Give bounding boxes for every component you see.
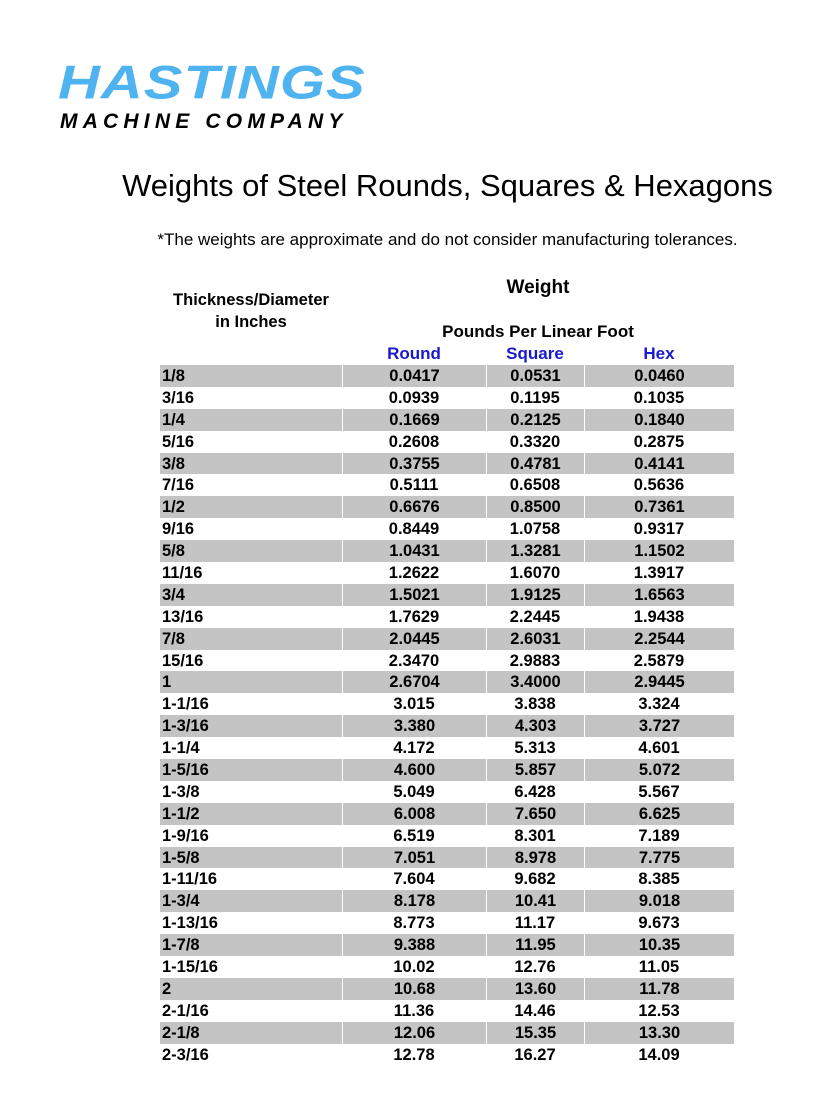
table-row	[160, 934, 734, 956]
square-weight-cell: 16.27	[514, 1045, 556, 1064]
round-weight-cell: 2.0445	[342, 628, 486, 650]
hex-weight-cell: 3.324	[638, 695, 680, 714]
round-weight-cell: 8.773	[393, 914, 435, 933]
hex-weight-cell: 0.7361	[584, 496, 734, 518]
table-row	[160, 781, 734, 803]
size-cell: 3/4	[162, 585, 185, 604]
square-weight-cell: 2.6031	[486, 628, 584, 650]
round-weight-cell: 6.008	[342, 803, 486, 825]
round-weight-cell: 8.178	[342, 890, 486, 912]
round-weight-cell: 0.6676	[342, 496, 486, 518]
weights-table	[160, 365, 734, 1066]
round-weight-cell: 10.02	[393, 958, 435, 977]
table-row	[160, 562, 734, 584]
hex-weight-cell: 6.625	[584, 803, 734, 825]
table-row	[160, 628, 734, 650]
hex-weight-cell: 5.567	[638, 782, 680, 801]
table-row	[160, 1022, 734, 1044]
round-weight-cell: 0.1669	[342, 409, 486, 431]
size-cell: 2-3/16	[162, 1045, 209, 1064]
square-weight-cell: 7.650	[486, 803, 584, 825]
square-weight-cell: 13.60	[486, 978, 584, 1000]
round-weight-cell: 1.5021	[342, 584, 486, 606]
round-weight-cell: 0.3755	[342, 453, 486, 475]
column-header-hex: Hex	[643, 344, 675, 363]
round-weight-cell: 7.604	[393, 870, 435, 889]
hex-weight-cell: 1.3917	[633, 564, 685, 583]
round-weight-cell: 0.0939	[388, 388, 440, 407]
hex-weight-cell: 9.018	[584, 890, 734, 912]
size-cell: 1/8	[162, 367, 185, 385]
hex-weight-cell: 11.05	[638, 958, 680, 977]
hex-weight-cell: 0.1035	[633, 388, 685, 407]
size-cell: 7/8	[162, 629, 185, 648]
size-cell: 1-13/16	[162, 914, 218, 933]
table-row	[160, 1000, 734, 1022]
round-weight-cell: 6.519	[393, 826, 435, 845]
table-row	[160, 759, 734, 781]
size-cell: 9/16	[162, 520, 195, 539]
square-weight-cell: 8.301	[514, 826, 556, 845]
table-row	[160, 540, 734, 562]
thickness-header	[160, 289, 342, 333]
column-header-round: Round	[387, 344, 441, 363]
round-weight-cell: 1.2622	[388, 564, 440, 583]
square-weight-cell: 10.41	[486, 890, 584, 912]
size-cell: 3/16	[162, 388, 195, 407]
page-title: Weights of Steel Rounds, Squares & Hexagons	[122, 168, 773, 203]
square-weight-cell: 2.2445	[509, 607, 561, 626]
hex-weight-cell: 9.673	[638, 914, 680, 933]
thickness-header-line2: in Inches	[215, 313, 287, 331]
table-row	[160, 409, 734, 431]
round-weight-cell: 0.2608	[388, 432, 440, 451]
hex-weight-cell: 10.35	[584, 934, 734, 956]
hex-weight-cell: 7.775	[584, 847, 734, 869]
square-weight-cell: 0.0531	[486, 365, 584, 387]
square-weight-cell: 5.857	[486, 759, 584, 781]
round-weight-cell: 0.0417	[342, 365, 486, 387]
table-row	[160, 650, 734, 672]
size-cell: 7/16	[162, 476, 195, 495]
size-cell: 1-3/4	[162, 892, 200, 911]
hex-weight-cell: 0.2875	[633, 432, 685, 451]
table-row	[160, 737, 734, 759]
size-cell: 1-5/16	[162, 761, 209, 780]
table-row	[160, 474, 734, 496]
square-weight-cell: 6.428	[514, 782, 556, 801]
table-row	[160, 671, 734, 693]
size-cell: 1-11/16	[162, 870, 218, 889]
square-weight-cell: 0.8500	[486, 496, 584, 518]
size-cell: 1	[162, 673, 172, 692]
square-weight-cell: 1.0758	[509, 520, 561, 539]
hex-weight-cell: 0.4141	[584, 453, 734, 475]
hex-weight-cell: 7.189	[638, 826, 680, 845]
size-cell: 1-9/16	[162, 826, 209, 845]
square-weight-cell: 15.35	[486, 1022, 584, 1044]
square-weight-cell: 3.4000	[486, 671, 584, 693]
round-weight-cell: 0.5111	[389, 476, 439, 495]
table-row	[160, 518, 734, 540]
round-weight-cell: 11.36	[393, 1001, 435, 1020]
round-weight-cell: 12.78	[393, 1045, 435, 1064]
hex-weight-cell: 4.601	[638, 739, 680, 758]
hex-weight-cell: 0.1840	[584, 409, 734, 431]
size-cell: 1/2	[162, 498, 185, 517]
size-cell: 2-1/16	[162, 1001, 209, 1020]
size-cell: 5/8	[162, 542, 185, 561]
round-weight-cell: 12.06	[342, 1022, 486, 1044]
round-weight-cell: 1.0431	[342, 540, 486, 562]
size-cell: 1-15/16	[162, 958, 218, 977]
square-weight-cell: 11.17	[514, 914, 556, 933]
size-cell: 3/8	[162, 454, 185, 473]
size-cell: 2	[162, 979, 172, 998]
square-weight-cell: 1.6070	[509, 564, 561, 583]
size-cell: 1-5/8	[162, 848, 200, 867]
round-weight-cell: 3.380	[342, 715, 486, 737]
table-row	[160, 715, 734, 737]
company-logo	[40, 41, 407, 151]
hex-weight-cell: 12.53	[638, 1001, 680, 1020]
square-weight-cell: 4.303	[486, 715, 584, 737]
round-weight-cell: 1.7629	[388, 607, 440, 626]
table-row	[160, 868, 734, 890]
hex-weight-cell: 1.6563	[584, 584, 734, 606]
square-weight-cell: 12.76	[514, 958, 556, 977]
square-weight-cell: 1.3281	[486, 540, 584, 562]
round-weight-cell: 5.049	[393, 782, 435, 801]
hex-weight-cell: 0.0460	[584, 365, 734, 387]
disclaimer-note: *The weights are approximate and do not consider manufacturing tolerances.	[157, 230, 738, 249]
round-weight-cell: 7.051	[342, 847, 486, 869]
size-cell: 15/16	[162, 651, 204, 670]
hex-weight-cell: 13.30	[584, 1022, 734, 1044]
size-cell: 11/16	[162, 564, 203, 583]
size-cell: 5/16	[162, 432, 195, 451]
hex-weight-cell: 14.09	[638, 1045, 680, 1064]
unit-header: Pounds Per Linear Foot	[442, 322, 634, 341]
table-row	[160, 606, 734, 628]
round-weight-cell: 2.6704	[342, 671, 486, 693]
hex-weight-cell: 5.072	[584, 759, 734, 781]
size-cell: 1-3/8	[162, 782, 200, 801]
hex-weight-cell: 0.5636	[633, 476, 685, 495]
table-row	[160, 693, 734, 715]
round-weight-cell: 4.600	[342, 759, 486, 781]
square-weight-cell: 0.1195	[510, 388, 560, 407]
hex-weight-cell: 2.2544	[584, 628, 734, 650]
square-weight-cell: 0.4781	[486, 453, 584, 475]
square-weight-cell: 0.3320	[509, 432, 561, 451]
table-row	[160, 847, 734, 869]
round-weight-cell: 9.388	[342, 934, 486, 956]
size-cell: 1-7/8	[162, 936, 200, 955]
table-row	[160, 825, 734, 847]
table-row	[160, 431, 734, 453]
round-weight-cell: 0.8449	[388, 520, 440, 539]
column-header-square: Square	[506, 344, 564, 363]
size-cell: 1/4	[162, 410, 185, 429]
table-row	[160, 803, 734, 825]
hex-weight-cell: 1.1502	[584, 540, 734, 562]
hex-weight-cell: 8.385	[638, 870, 680, 889]
hex-weight-cell: 1.9438	[633, 607, 685, 626]
round-weight-cell: 3.015	[393, 695, 435, 714]
table-row	[160, 453, 734, 475]
thickness-header-line1: Thickness/Diameter	[173, 291, 329, 309]
table-row	[160, 584, 734, 606]
hex-weight-cell: 11.78	[584, 978, 734, 1000]
size-cell: 1-1/16	[162, 695, 209, 714]
hex-weight-cell: 2.9445	[584, 671, 734, 693]
square-weight-cell: 2.9883	[509, 651, 561, 670]
size-cell: 13/16	[162, 607, 204, 626]
table-row	[160, 1044, 734, 1066]
round-weight-cell: 4.172	[393, 739, 435, 758]
weight-header: Weight	[506, 277, 570, 298]
square-weight-cell: 8.978	[486, 847, 584, 869]
round-weight-cell: 2.3470	[388, 651, 440, 670]
square-weight-cell: 0.2125	[486, 409, 584, 431]
hex-weight-cell: 2.5879	[633, 651, 685, 670]
hex-weight-cell: 0.9317	[633, 520, 685, 539]
table-row	[160, 890, 734, 912]
logo-subtitle: MACHINE COMPANY	[60, 110, 348, 133]
square-weight-cell: 0.6508	[509, 476, 561, 495]
size-cell: 1-1/4	[162, 739, 200, 758]
logo-wordmark: HASTINGS	[58, 55, 366, 110]
hex-weight-cell: 3.727	[584, 715, 734, 737]
square-weight-cell: 11.95	[486, 934, 584, 956]
table-row	[160, 956, 734, 978]
table-row	[160, 365, 734, 387]
square-weight-cell: 1.9125	[486, 584, 584, 606]
size-cell: 2-1/8	[162, 1023, 200, 1042]
round-weight-cell: 10.68	[342, 978, 486, 1000]
square-weight-cell: 5.313	[514, 739, 556, 758]
table-row	[160, 387, 734, 409]
size-cell: 1-1/2	[162, 804, 200, 823]
square-weight-cell: 9.682	[514, 870, 556, 889]
square-weight-cell: 14.46	[514, 1001, 556, 1020]
table-row	[160, 978, 734, 1000]
table-row	[160, 912, 734, 934]
square-weight-cell: 3.838	[514, 695, 556, 714]
size-cell: 1-3/16	[162, 717, 209, 736]
table-row	[160, 496, 734, 518]
